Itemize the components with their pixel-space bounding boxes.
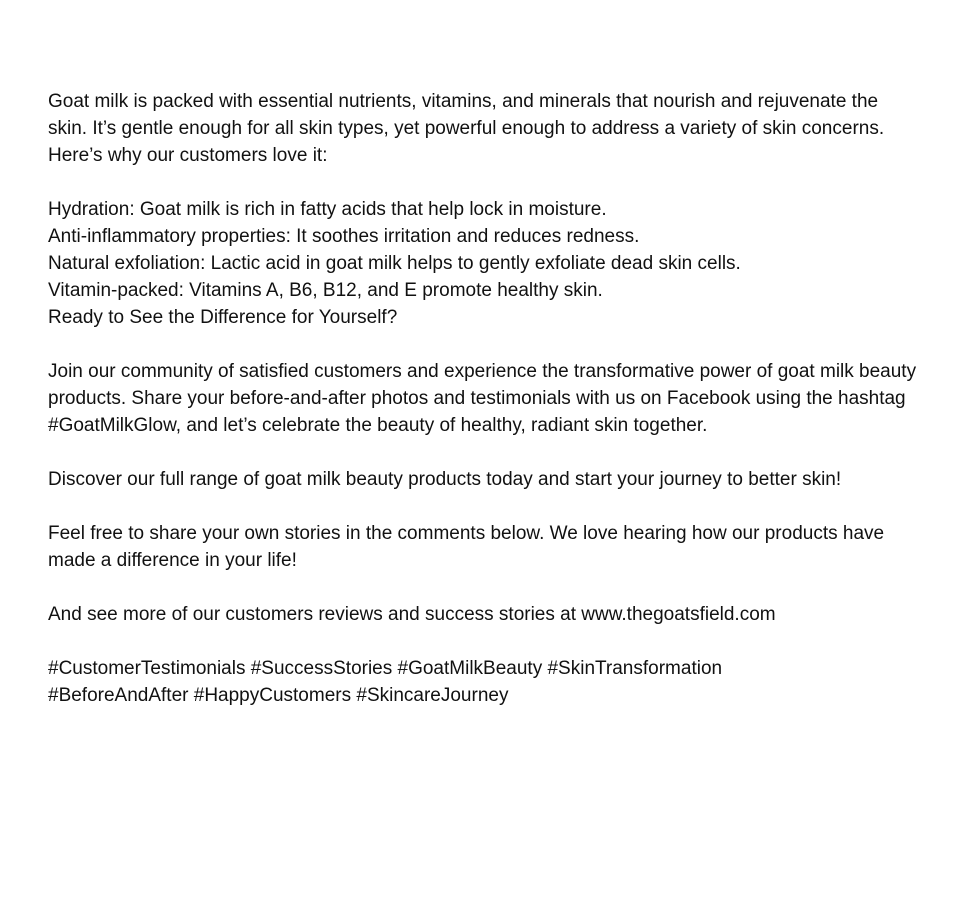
discover-paragraph: Discover our full range of goat milk beauty products today and start your journey to better skin! xyxy=(48,469,842,490)
document-body xyxy=(48,88,918,736)
intro-paragraph: Goat milk is packed with essential nutrients, vitamins, and minerals that nourish and rejuvenate the skin. It’s gentle enough for all skin types, yet powerful enough to address a variety of skin concerns. Here’s why our customers love it: xyxy=(48,91,885,166)
share-paragraph: Feel free to share your own stories in the comments below. We love hearing how our products have made a difference in your life! xyxy=(48,523,885,571)
benefits-list xyxy=(48,196,918,331)
subheading: Ready to See the Difference for Yourself? xyxy=(48,307,398,328)
benefit-item-vitamins: Vitamin-packed: Vitamins A, B6, B12, and E promote healthy skin. xyxy=(48,280,603,301)
hashtags-paragraph xyxy=(48,655,918,709)
reviews-text: And see more of our customers reviews and success stories at xyxy=(48,604,582,625)
hashtags-line-2: #BeforeAndAfter #HappyCustomers #SkincareJourney xyxy=(48,685,509,706)
benefit-item-anti-inflammatory: Anti-inflammatory properties: It soothes irritation and reduces redness. xyxy=(48,226,640,247)
hashtags-line-1: #CustomerTestimonials #SuccessStories #GoatMilkBeauty #SkinTransformation xyxy=(48,658,723,679)
community-paragraph: Join our community of satisfied customers and experience the transformative power of goat milk beauty products. Share your before-and-after photos and testimonials with us on Facebook using the hashtag #GoatMilkGlow, and let’s celebrate the beauty of healthy, radiant skin together. xyxy=(48,361,917,436)
reviews-paragraph xyxy=(48,601,918,628)
benefit-item-exfoliation: Natural exfoliation: Lactic acid in goat milk helps to gently exfoliate dead skin cells. xyxy=(48,253,741,274)
website-link[interactable]: www.thegoatsfield.com xyxy=(581,604,776,625)
benefit-item-hydration: Hydration: Goat milk is rich in fatty acids that help lock in moisture. xyxy=(48,199,607,220)
